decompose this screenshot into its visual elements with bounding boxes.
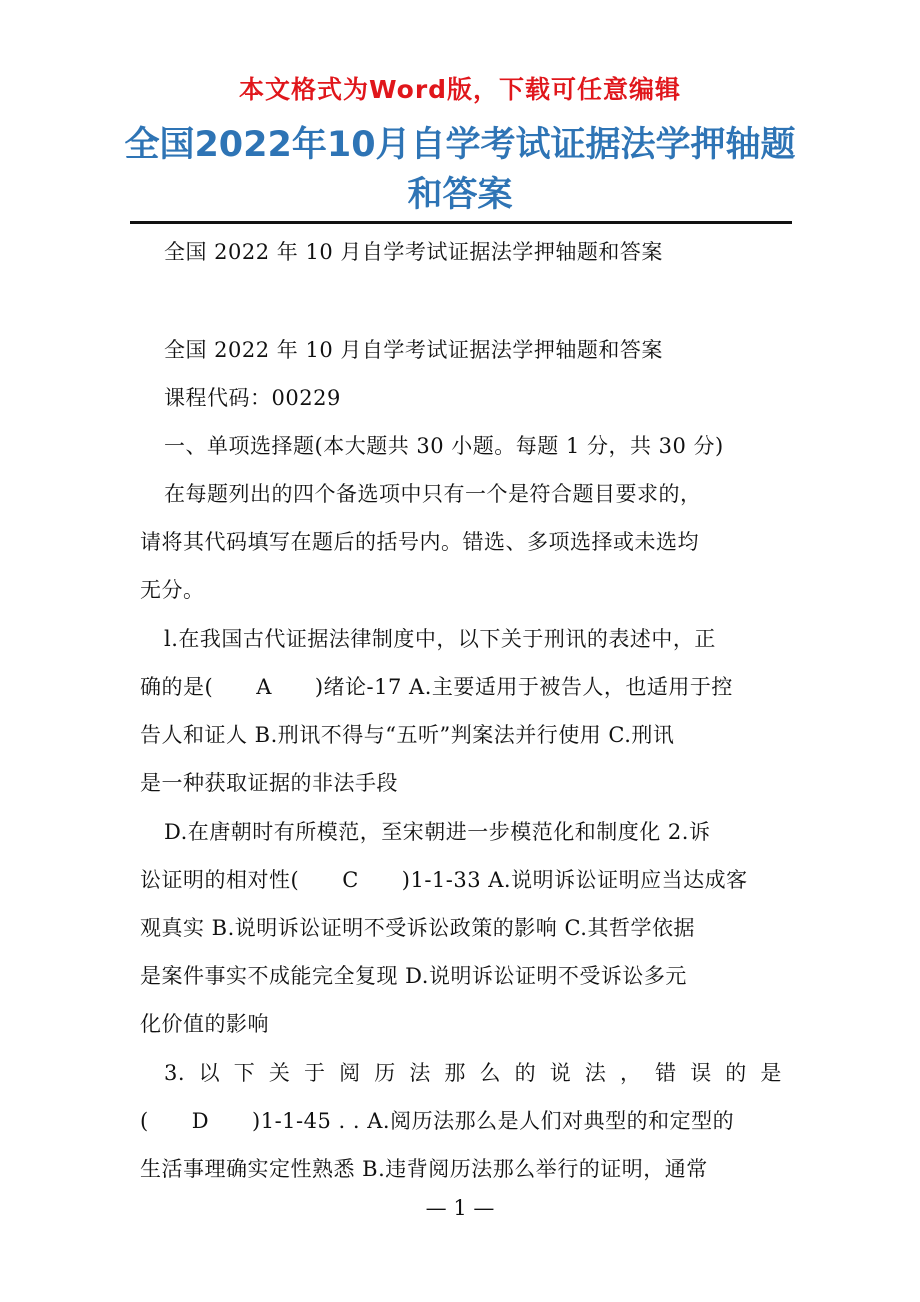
q3-word: 阅 [339, 1061, 361, 1085]
repeat-title-paragraph: 全国 2022 年 10 月自学考试证据法学押轴题和答案 [164, 338, 663, 362]
question-1-line-2: 确的是( A )绪论-17 A.主要适用于被告人，也适用于控 [140, 675, 733, 699]
q3-word: 的 [514, 1061, 537, 1085]
intro-paragraph: 全国 2022 年 10 月自学考试证据法学押轴题和答案 [164, 240, 663, 264]
q3-word: 3. [164, 1061, 186, 1085]
q3-word: 的 [725, 1061, 747, 1085]
question-3-line-3: 生活事理确实定性熟悉 B.违背阅历法那么举行的证明，通常 [140, 1157, 708, 1181]
q3-word: 以 [198, 1061, 221, 1085]
question-2-line-5: 化价值的影响 [140, 1012, 269, 1036]
page-number: — 1 — [425, 1196, 495, 1220]
document-title [120, 120, 800, 220]
question-1-line-4: 是一种获取证据的非法手段 [140, 771, 398, 795]
question-2-line-3: 观真实 B.说明诉讼证明不受诉讼政策的影响 C.其哲学依据 [140, 916, 695, 940]
q3-word: 下 [233, 1061, 256, 1085]
course-code: 课程代码：00229 [164, 386, 341, 410]
q3-word: 说 [549, 1061, 572, 1085]
instructions-line-1: 在每题列出的四个备选项中只有一个是符合题目要求的， [164, 482, 702, 506]
question-2-line-4: 是案件事实不成能完全复现 D.说明诉讼证明不受诉讼多元 [140, 964, 687, 988]
q3-word: 于 [303, 1061, 326, 1085]
question-3-line-2: ( D )1-1-45 . . A.阅历法那么是人们对典型的和定型的 [140, 1109, 735, 1133]
format-notice: 本文格式为Word版，下载可任意编辑 [238, 75, 682, 104]
question-2-line-1: D.在唐朝时有所模范，至宋朝进一步模范化和制度化 2.诉 [164, 820, 711, 844]
q3-word: 错 [655, 1061, 677, 1085]
q3-word: 法 [584, 1061, 607, 1085]
question-3-line-1 [164, 1049, 782, 1098]
section-heading: 一、单项选择题(本大题共 30 小题。每题 1 分，共 30 分) [164, 434, 724, 458]
q3-word: 法 [409, 1061, 431, 1085]
q3-word: ， [619, 1061, 642, 1085]
q3-word: 关 [268, 1061, 291, 1085]
question-1-line-3: 告人和证人 B.刑讯不得与“五听”判案法并行使用 C.刑讯 [140, 723, 675, 747]
q3-word: 是 [760, 1061, 782, 1085]
question-1-line-1: l.在我国古代证据法律制度中，以下关于刑讯的表述中，正 [164, 627, 716, 651]
title-line-2: 和答案 [407, 175, 513, 215]
title-divider [130, 221, 792, 224]
q3-word: 么 [479, 1061, 502, 1085]
instructions-line-3: 无分。 [140, 578, 205, 602]
q3-word: 误 [690, 1061, 712, 1085]
question-2-line-2: 讼证明的相对性( C )1-1-33 A.说明诉讼证明应当达成客 [140, 868, 748, 892]
instructions-line-2: 请将其代码填写在题后的括号内。错选、多项选择或未选均 [140, 530, 699, 554]
title-line-1: 全国2022年10月自学考试证据法学押轴题 [124, 125, 796, 165]
q3-word: 那 [444, 1061, 466, 1085]
q3-word: 历 [374, 1061, 396, 1085]
